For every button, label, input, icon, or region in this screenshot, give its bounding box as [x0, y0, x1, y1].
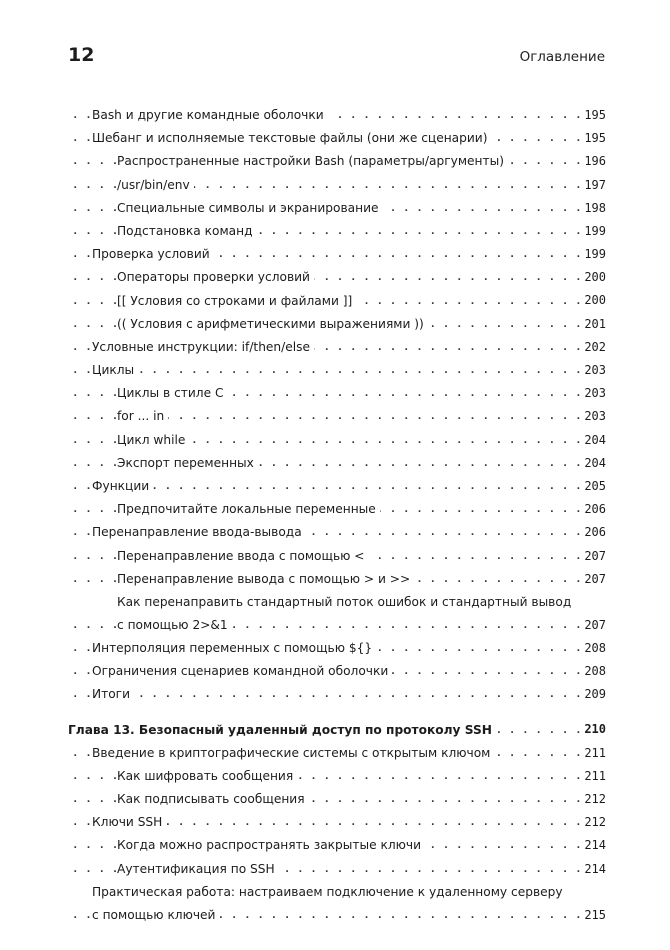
toc-entry-title: Итоги	[92, 687, 134, 701]
toc-entry-page: 215	[582, 904, 606, 927]
toc-entry-page: 212	[582, 811, 606, 834]
toc-entry-page: 207	[582, 568, 606, 591]
toc-entry[interactable]	[68, 174, 606, 197]
toc-entry-title: Bash и другие командные оболочки	[92, 108, 328, 122]
toc-entry-title: Распространенные настройки Bash (параметры/аргументы)	[117, 154, 508, 168]
toc-entry-title: (( Условия с арифметическими выражениями ))	[117, 317, 428, 331]
toc-entry-page: 199	[582, 243, 606, 266]
toc-entry[interactable]	[68, 104, 606, 127]
toc-entry-title: Функции	[92, 479, 153, 493]
toc-entry-title: Экспорт переменных	[117, 456, 258, 470]
toc-entry-title: Проверка условий	[92, 247, 214, 261]
toc-entry-title: Ключи SSH	[92, 815, 166, 829]
dot-leader	[68, 359, 606, 382]
toc-entry-title: Аутентификация по SSH	[117, 862, 279, 876]
toc-entry-title-continued: с помощью ключей	[92, 908, 219, 922]
toc-entry[interactable]	[68, 197, 606, 220]
toc-entry-title: /usr/bin/env	[117, 178, 194, 192]
toc-entry-title-continued: с помощью 2>&1	[117, 618, 232, 632]
toc-entry[interactable]	[68, 591, 606, 637]
toc-entry[interactable]	[68, 452, 606, 475]
toc-section	[68, 742, 606, 927]
toc-entry-page: 207	[582, 545, 606, 568]
toc-entry-title: Условные инструкции: if/then/else	[92, 340, 314, 354]
toc-entry[interactable]	[68, 382, 606, 405]
toc-entry[interactable]	[68, 683, 606, 706]
toc-entry-title: Введение в криптографические системы с открытым ключом	[92, 746, 494, 760]
toc-entry-page: 214	[582, 858, 606, 881]
toc-entry[interactable]	[68, 290, 606, 313]
toc-entry-title: Перенаправление вывода с помощью > и >>	[117, 572, 414, 586]
toc-entry-title: Циклы в стиле C	[117, 386, 227, 400]
toc-entry[interactable]	[68, 788, 606, 811]
toc-entry[interactable]	[68, 811, 606, 834]
running-title: Оглавление	[519, 49, 605, 65]
toc-entry[interactable]	[68, 220, 606, 243]
toc-entry-title: Специальные символы и экранирование	[117, 201, 383, 215]
toc-entry-page: 200	[582, 266, 606, 289]
toc-entry[interactable]	[68, 475, 606, 498]
toc-entry-page: 208	[582, 637, 606, 660]
toc-entry-title: Глава 13. Безопасный удаленный доступ по протоколу SSH	[68, 723, 496, 737]
toc-entry[interactable]	[68, 266, 606, 289]
toc-entry-page: 209	[582, 683, 606, 706]
table-of-contents	[68, 104, 606, 927]
toc-entry[interactable]	[68, 568, 606, 591]
toc-entry-page: 212	[582, 788, 606, 811]
toc-entry-page: 195	[582, 104, 606, 127]
toc-entry[interactable]	[68, 545, 606, 568]
toc-entry-title: [[ Условия со строками и файлами ]]	[117, 294, 356, 308]
toc-entry-page: 206	[582, 521, 606, 544]
toc-entry[interactable]	[68, 742, 606, 765]
toc-entry-page: 204	[582, 452, 606, 475]
toc-entry-title: for ... in	[117, 409, 168, 423]
toc-entry-title: Как подписывать сообщения	[117, 792, 309, 806]
toc-entry-title: Перенаправление ввода с помощью <	[117, 549, 369, 563]
page-number: 12	[68, 44, 95, 66]
toc-entry[interactable]	[68, 858, 606, 881]
toc-entry[interactable]	[68, 359, 606, 382]
toc-entry-title: Как шифровать сообщения	[117, 769, 297, 783]
toc-entry-title: Подстановка команд	[117, 224, 257, 238]
toc-entry[interactable]	[68, 765, 606, 788]
toc-entry-page: 201	[582, 313, 606, 336]
toc-entry[interactable]	[68, 405, 606, 428]
toc-entry[interactable]	[68, 637, 606, 660]
toc-entry[interactable]	[68, 243, 606, 266]
toc-entry[interactable]	[68, 429, 606, 452]
toc-entry[interactable]	[68, 521, 606, 544]
toc-entry-page: 206	[582, 498, 606, 521]
toc-entry-page: 202	[582, 336, 606, 359]
toc-entry-page: 214	[582, 834, 606, 857]
toc-entry[interactable]	[68, 127, 606, 150]
toc-entry-page: 203	[582, 382, 606, 405]
toc-entry-page: 203	[582, 405, 606, 428]
toc-entry[interactable]	[68, 498, 606, 521]
toc-entry-title: Цикл while	[117, 433, 189, 447]
toc-entry[interactable]	[68, 150, 606, 173]
toc-entry-page: 203	[582, 359, 606, 382]
toc-entry-page: 195	[582, 127, 606, 150]
toc-entry-page: 210	[582, 719, 606, 742]
toc-entry-page: 208	[582, 660, 606, 683]
toc-entry-page: 198	[582, 197, 606, 220]
toc-entry-page: 199	[582, 220, 606, 243]
toc-entry-title: Интерполяция переменных с помощью ${}	[92, 641, 376, 655]
toc-entry-title: Как перенаправить стандартный поток ошибок и стандартный вывод	[117, 595, 575, 609]
toc-entry-title: Практическая работа: настраиваем подключение к удаленному серверу	[92, 885, 567, 899]
toc-entry[interactable]	[68, 660, 606, 683]
toc-entry-page: 197	[582, 174, 606, 197]
toc-entry-title: Операторы проверки условий	[117, 270, 314, 284]
toc-entry-title: Перенаправление ввода-вывода	[92, 525, 306, 539]
toc-entry-page: 211	[582, 765, 606, 788]
toc-entry[interactable]	[68, 881, 606, 927]
dot-leader	[68, 683, 606, 706]
toc-entry-page: 205	[582, 475, 606, 498]
toc-entry-page: 200	[582, 290, 606, 313]
toc-entry[interactable]	[68, 313, 606, 336]
toc-entry[interactable]	[68, 336, 606, 359]
toc-entry-title: Когда можно распространять закрытые ключи	[117, 838, 425, 852]
toc-entry-title: Предпочитайте локальные переменные	[117, 502, 380, 516]
toc-entry[interactable]	[68, 834, 606, 857]
toc-section	[68, 104, 606, 707]
toc-entry-page: 204	[582, 429, 606, 452]
toc-entry-page: 207	[582, 614, 606, 637]
toc-entry-page: 211	[582, 742, 606, 765]
toc-chapter-heading[interactable]	[68, 719, 606, 742]
toc-entry-page: 196	[582, 150, 606, 173]
toc-entry-title: Циклы	[92, 363, 138, 377]
toc-entry-title: Шебанг и исполняемые текстовые файлы (они же сценарии)	[92, 131, 491, 145]
toc-entry-title: Ограничения сценариев командной оболочки	[92, 664, 392, 678]
